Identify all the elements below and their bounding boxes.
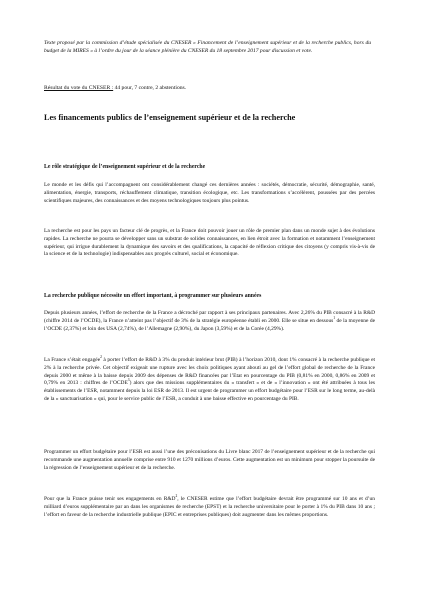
footnote-ref-2[interactable]: 2 [100,355,102,360]
paragraph-text: , le CNESER estime que l’effort budgétaire devrait être programmé sur 10 ans et d’un milliard d’euros supplémentaire par an dans les organismes de recherche (EPST) et la recherche universitaire pour le porter à 1% du PIB dans 10 ans ; l’effort en faveur de la recherche industrielle publique (EPIC et entreprises publiques) doit augmenter dans les mêmes proportions. [44,496,375,518]
intro-note: Texte proposé par la commission d’étude spécialisée du CNESER « Financement de l’enseignement supérieur et de la recherche publics, hors du budget de la MIRES » à l’ordre du jour de la séance plénière du CNESER du 18 septembre 2017 pour discussion et vote. [44,40,371,55]
paragraph-text: ) alors que des missions supplémentaires du « transfert » et de « l’innovation » ont été attribuées à tous les établissements de l’ESR, notamment depuis la loi ESR de 2013. Il est urgent de programmer un effort budgétaire pour l’ESR sur le long terme, au-delà de la « sanctuarisation » qui, pour le service public de l’ESR, a conduit à une baisse effective en pourcentage du PIB. [44,380,375,402]
vote-result [44,84,371,92]
footnote-ref-1[interactable]: 1 [333,315,336,320]
section-heading-public-research: La recherche publique nécessite un effort important, à programmer sur plusieurs années [44,293,262,299]
paragraph-text: Depuis plusieurs années, l’effort de recherche de la France a décroché par rapport à ses principaux partenaires. Avec 2,26% du PIB consacré à la R&D (chiffre 2014 de l’OCDE), la France n’atteint pas l’objectif de 3% de la stratégie européenne établi en 2000. Elle se situe en dessous [44,310,375,324]
document-title: Les financements publics de l’enseignement supérieur et de la recherche [44,113,296,122]
paragraph-text: Pour que la France puisse tenir ses engagements en R&D [44,496,176,502]
paragraph-livre-blanc: Programmer un effort budgétaire pour l’ESR est aussi l’une des préconisations du Livre blanc 2017 de l’enseignement supérieur et de la recherche qui recommande une augmentation annuelle comprise entre 910 et 1270 millions d’euros. Cette augmentation est un minimum pour stopper la poursuite de la régression de l’enseignement supérieur et de la recherche. [44,449,375,471]
paragraph-text: de la moyenne de l’OCDE (2,37%) et loin des USA (2,74%), de l’Allemagne (2,90%), du Japon (3,59%) et de la Corée (4,29%). [44,317,375,332]
vote-numbers: 44 pour, 7 contre, 2 abstentions. [114,85,187,91]
paragraph-cneser-estimate [44,496,375,519]
paragraph-rd-decline [44,310,375,333]
vote-label: Résultat du vote du CNESER : [44,85,114,91]
paragraph-france-commitment [44,357,375,404]
paragraph-research-key-factor: La recherche est pour les pays un facteur clé de progrès, et la France doit pouvoir jouer un rôle de premier plan dans un monde sujet à des évolutions rapides. La recherche ne pourra se développer sans un substrat de solides connaissances, en lien étroit avec la formation et notamment l’enseignement supérieur, qui irrigue durablement la dynamique des savoirs et des qualifications, la capacité de réflexion critique des citoyens (y compris vis-à-vis de la science et de la technologie) indispensables aux progrès culturel, social et économique. [44,228,375,258]
section-heading-strategic-role: Le rôle stratégique de l’enseignement supérieur et de la recherche [44,164,206,170]
footnote-ref-3[interactable]: 3 [127,378,130,383]
paragraph-text: à porter l’effort de R&D à 3% du produit intérieur brut (PIB) à l’horizon 2010, dont 1% consacré à la recherche publique et 2% à la recherche privée. Cet objectif exigeait une rupture avec les choix politiques ayant abouti au gel de l’effort global de recherche de la France depuis 2000 et même à la baisse depuis 2009 des dépenses de R&D financées par l’Etat en pourcentage du PIB (0,81% en 2000, 0,86% en 2009 et 0,79% en 2013 : chiffres de l’OCDE [44,357,375,387]
footnote-ref-2b[interactable]: 2 [175,494,178,499]
paragraph-text: La France s’était engagée [44,357,101,363]
paragraph-challenges: Le monde et les défis qui l’accompagnent ont considérablement changé ces dernières années : sociétés, démocratie, sécurité, démographie, santé, alimentation, énergie, transports, réchauffement climatique, transition écologique, etc. Les transformations s’accélèrent, poussées par des percées scientifiques majeures, des connaissances et des moyens technologiques toujours plus pointus. [44,182,375,204]
